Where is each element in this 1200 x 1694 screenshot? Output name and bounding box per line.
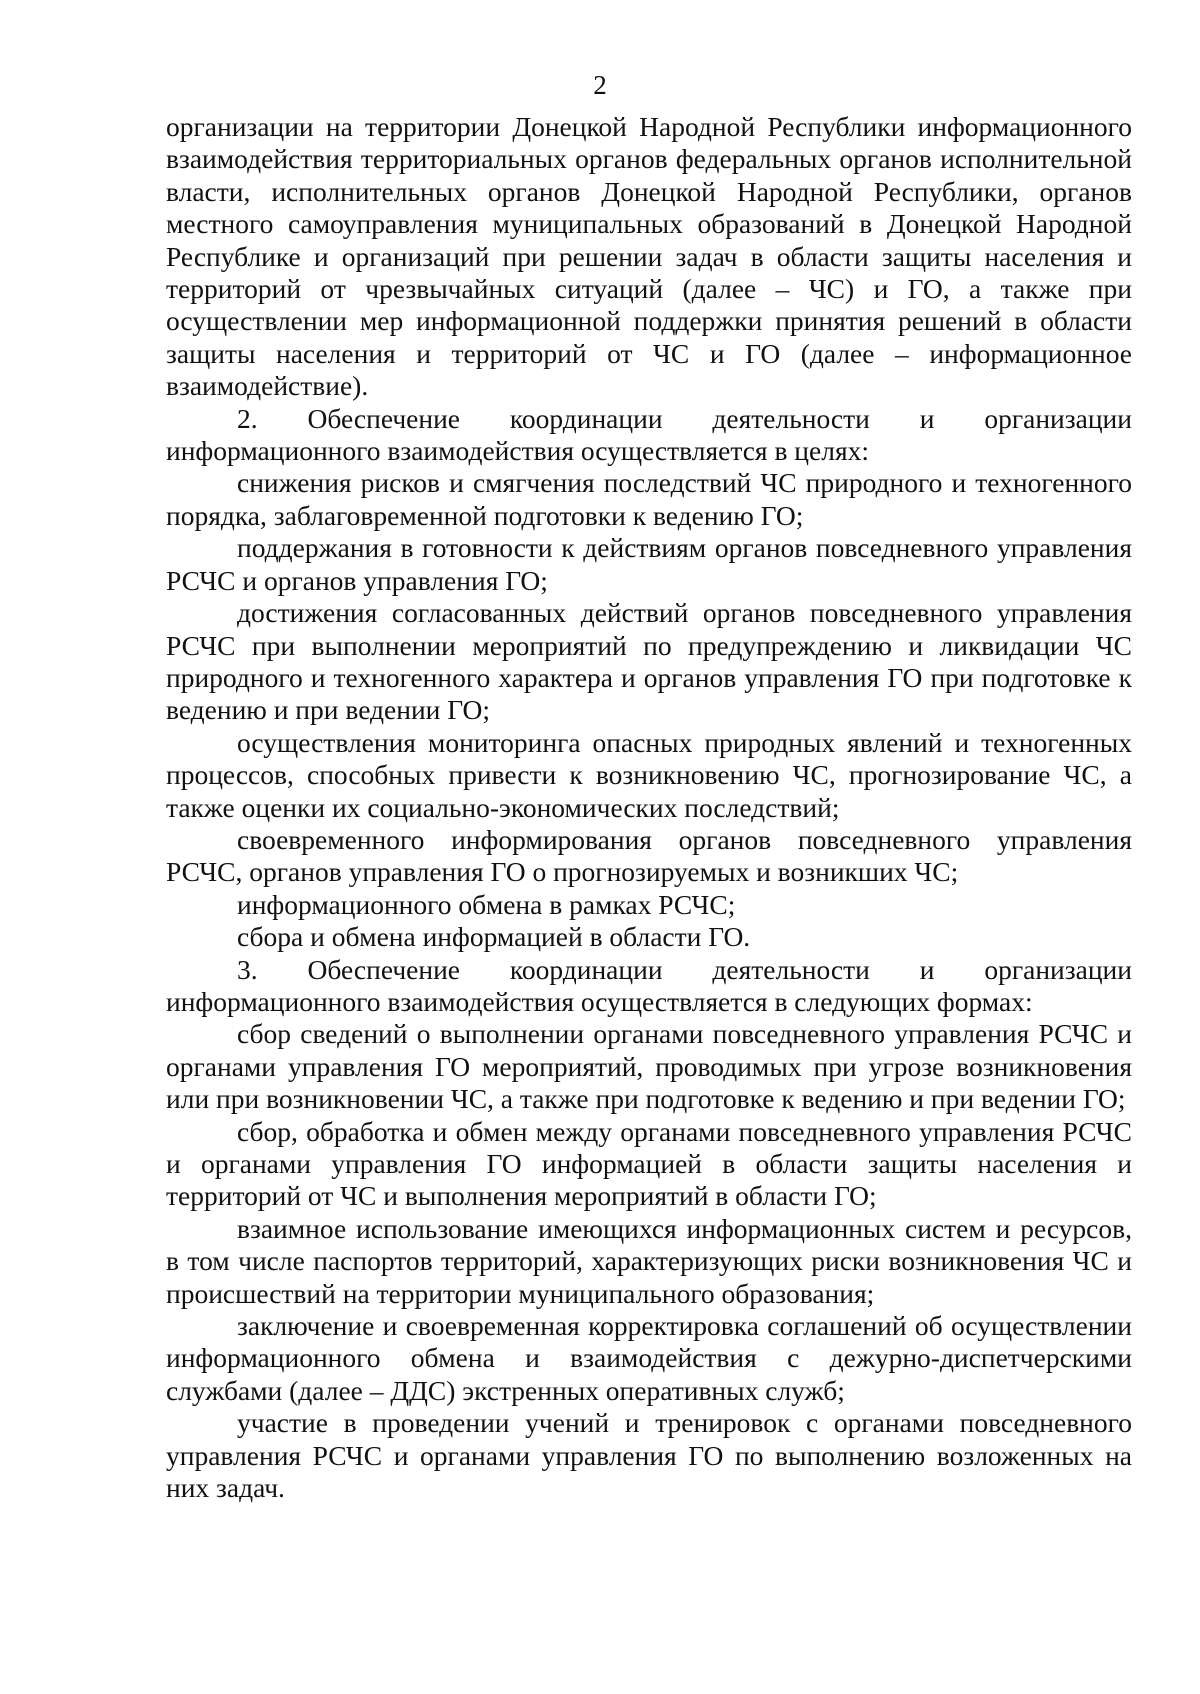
paragraph-form-processing-exchange: сбор, обработка и обмен между органами повседневного управления РСЧС и органами управления ГО информацией в области защиты населения и территорий от ЧС и выполнения мероприятий в области ГО; bbox=[166, 1115, 1132, 1212]
paragraph-goal-monitoring: осуществления мониторинга опасных природных явлений и техногенных процессов, способных привести к возникновению ЧС, прогнозирование ЧС, а также оценки их социально-экономических последствий; bbox=[166, 726, 1132, 823]
page-number: 2 bbox=[593, 70, 607, 100]
paragraph-goal-go-information: сбора и обмена информацией в области ГО. bbox=[237, 921, 751, 953]
paragraph-goal-coordinated-actions: достижения согласованных действий органов повседневного управления РСЧС при выполнении мероприятий по предупреждению и ликвидации ЧС природного и техногенного характера и органов управления ГО при подготовке к ведению и при ведении ГО; bbox=[166, 597, 1132, 726]
paragraph-continuation: организации на территории Донецкой Народной Республики информационного взаимодействия территориальных органов федеральных органов исполнительной власти, исполнительных органов Донецкой Народной Республики, органов местного самоуправления муниципальных образований в Донецкой Народной Республике и организаций при решении задач в области защиты населения и территорий от чрезвычайных ситуаций (далее – ЧС) и ГО, а также при осуществлении мер информационной поддержки принятия решений в области защиты населения и территорий от ЧС и ГО (далее – информационное взаимодействие). bbox=[166, 111, 1132, 402]
paragraph-goal-information-exchange: информационного обмена в рамках РСЧС; bbox=[237, 888, 736, 920]
paragraph-goal-readiness: поддержания в готовности к действиям органов повседневного управления РСЧС и органов управления ГО; bbox=[166, 532, 1132, 596]
paragraph-item-2: 2. Обеспечение координации деятельности и организации информационного взаимодействия осуществляется в целях: bbox=[166, 402, 1132, 467]
paragraph-form-data-collection: сбор сведений о выполнении органами повседневного управления РСЧС и органами управления ГО мероприятий, проводимых при угрозе возникновения или при возникновении ЧС, а также при подготовке к ведению и при ведении ГО; bbox=[166, 1018, 1132, 1115]
document-body bbox=[166, 111, 1132, 1504]
paragraph-goal-risk-reduction: снижения рисков и смягчения последствий ЧС природного и техногенного порядка, заблаговременной подготовки к ведению ГО; bbox=[166, 467, 1132, 531]
paragraph-form-mutual-systems: взаимное использование имеющихся информационных систем и ресурсов, в том числе паспортов территорий, характеризующих риски возникновения ЧС и происшествий на территории муниципального образования; bbox=[166, 1212, 1132, 1309]
paragraph-goal-informing: своевременного информирования органов повседневного управления РСЧС, органов управления ГО о прогнозируемых и возникших ЧС; bbox=[166, 823, 1132, 888]
paragraph-item-3: 3. Обеспечение координации деятельности и организации информационного взаимодействия осуществляется в следующих формах: bbox=[166, 953, 1132, 1017]
paragraph-form-agreements: заключение и своевременная корректировка соглашений об осуществлении информационного обмена и взаимодействия с дежурно-диспетчерскими службами (далее – ДДС) экстренных оперативных служб; bbox=[166, 1310, 1132, 1406]
paragraph-form-exercises: участие в проведении учений и тренировок с органами повседневного управления РСЧС и органами управления ГО по выполнению возложенных на них задач. bbox=[166, 1407, 1132, 1504]
